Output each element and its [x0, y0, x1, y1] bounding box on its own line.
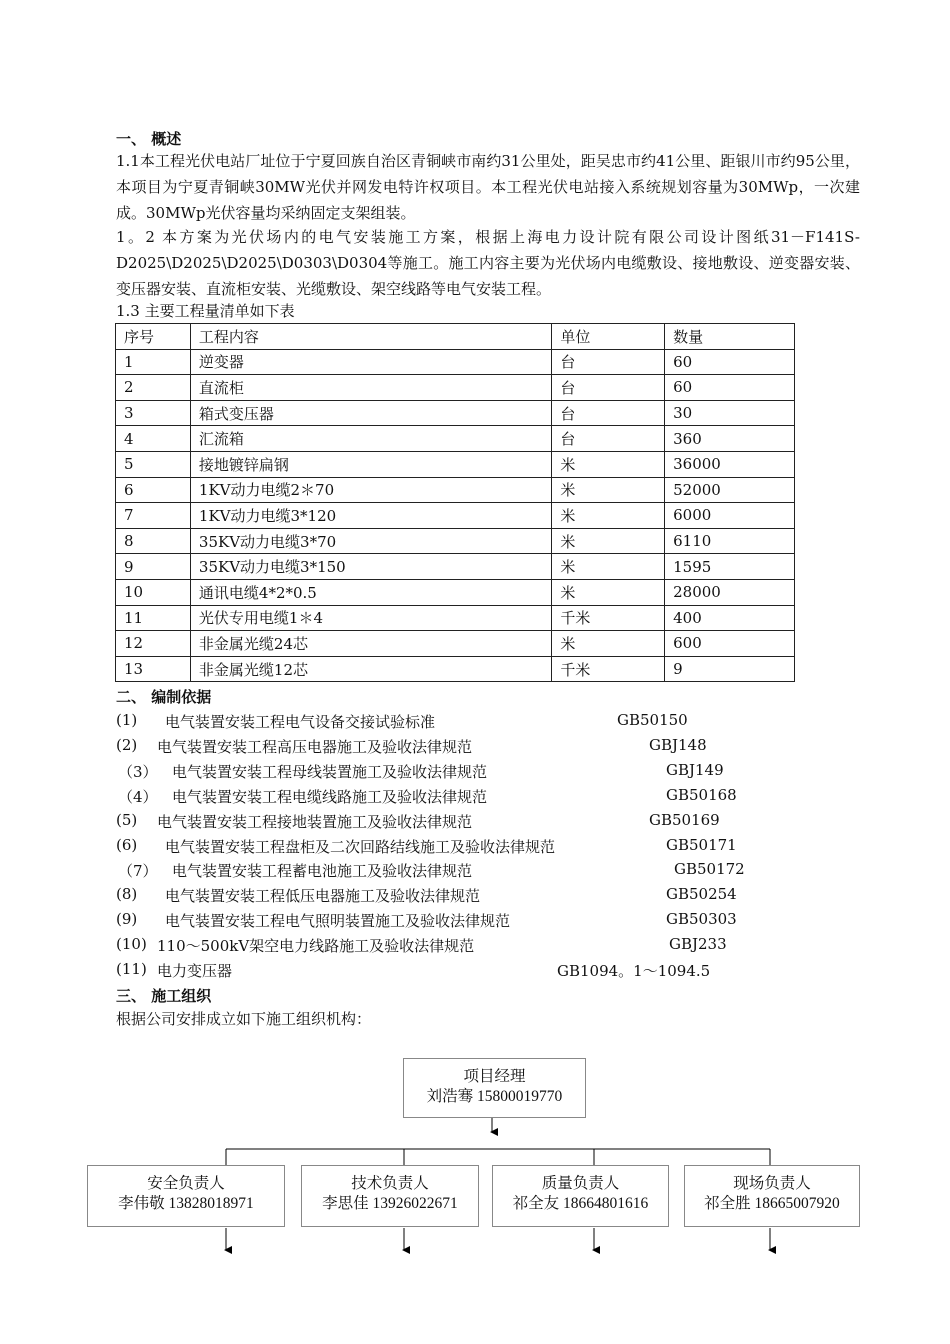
cell-unit: 台	[552, 349, 665, 375]
org-box-site-lead	[684, 1165, 860, 1227]
cell-index: 8	[116, 528, 191, 554]
org-role: 项目经理	[463, 1068, 526, 1085]
reference-code: GBJ148	[649, 735, 707, 754]
cell-index: 6	[116, 477, 191, 503]
cell-content: 逆变器	[190, 349, 551, 375]
cell-quantity: 28000	[665, 579, 795, 605]
cell-content: 非金属光缆12芯	[190, 656, 551, 682]
org-box-project-manager	[403, 1058, 586, 1118]
reference-title: 电气装置安装工程低压电器施工及验收法律规范	[165, 887, 481, 906]
cell-content: 非金属光缆24芯	[190, 631, 551, 657]
org-role: 现场负责人	[733, 1175, 811, 1192]
cell-index: 11	[116, 605, 191, 631]
cell-unit: 米	[552, 451, 665, 477]
cell-content: 35KV动力电缆3*70	[190, 528, 551, 554]
reference-title: 电气装置安装工程蓄电池施工及验收法律规范	[172, 862, 473, 881]
org-role: 安全负责人	[147, 1175, 225, 1192]
org-role: 质量负责人	[541, 1175, 620, 1192]
reference-code: GB50172	[674, 860, 745, 879]
reference-num: (9)	[116, 910, 138, 929]
cell-index: 1	[116, 349, 191, 375]
org-person: 李伟敬 13828018971	[118, 1195, 254, 1212]
cell-unit: 米	[552, 554, 665, 580]
reference-num: （7）	[118, 862, 158, 881]
cell-quantity: 1595	[665, 554, 795, 580]
cell-quantity: 60	[665, 349, 795, 375]
cell-index: 2	[116, 375, 191, 401]
cell-quantity: 60	[665, 375, 795, 401]
reference-num: (8)	[116, 885, 138, 904]
cell-index: 12	[116, 631, 191, 657]
reference-num: (6)	[116, 835, 138, 854]
reference-code: GB50168	[666, 785, 737, 804]
reference-num: （4）	[118, 787, 158, 806]
cell-unit: 千米	[552, 605, 665, 631]
section-heading-basis: 二、 编制依据	[116, 688, 212, 706]
cell-quantity: 6110	[665, 528, 795, 554]
reference-num: (2)	[116, 735, 138, 754]
org-person: 祁全胜 18665007920	[704, 1195, 840, 1212]
cell-quantity: 6000	[665, 503, 795, 529]
paragraph-1-1: 1.1本工程光伏电站厂址位于宁夏回族自治区青铜峡市南约31公里处，距吴忠市约41公里、距银川市约95公里，本项目为宁夏青铜峡30MW光伏并网发电特许权项目。本工程光伏电站接入系统规划容量为30MWp，一次建成。30MWp光伏容量均采纳固定支架组装。	[116, 152, 860, 222]
cell-content: 1KV动力电缆2＊70	[190, 477, 551, 503]
reference-title: 电力变压器	[157, 962, 233, 980]
organization-intro: 根据公司安排成立如下施工组织机构：	[116, 1010, 372, 1028]
reference-title: 电气装置安装工程母线装置施工及验收法律规范	[172, 762, 488, 781]
reference-title: 电气装置安装工程电缆线路施工及验收法律规范	[172, 787, 488, 806]
cell-content: 光伏专用电缆1＊4	[190, 605, 551, 631]
reference-title: 电气装置安装工程电气设备交接试验标准	[165, 713, 436, 731]
cell-unit: 台	[552, 400, 665, 426]
org-person: 李思佳 13926022671	[322, 1195, 458, 1212]
cell-unit: 台	[552, 426, 665, 452]
org-person: 祁全友 18664801616	[512, 1195, 649, 1212]
cell-index: 13	[116, 656, 191, 682]
org-role: 技术负责人	[351, 1175, 429, 1192]
org-box-safety-lead	[87, 1165, 285, 1227]
cell-unit: 米	[552, 631, 665, 657]
header-cell-index: 序号	[116, 324, 191, 350]
reference-title: 电气装置安装工程接地装置施工及验收法律规范	[157, 812, 473, 831]
section-heading-overview: 一、 概述	[116, 130, 182, 148]
cell-content: 通讯电缆4*2*0.5	[190, 579, 551, 605]
cell-unit: 米	[552, 477, 665, 503]
cell-content: 35KV动力电缆3*150	[190, 554, 551, 580]
reference-num: (1)	[116, 711, 138, 729]
reference-title: 电气装置安装工程盘柜及二次回路结线施工及验收法律规范	[165, 837, 556, 856]
cell-unit: 千米	[552, 656, 665, 682]
cell-unit: 台	[552, 375, 665, 401]
cell-content: 接地镀锌扁钢	[190, 451, 551, 477]
cell-unit: 米	[552, 503, 665, 529]
header-cell-content: 工程内容	[190, 324, 551, 350]
reference-title: 110～500kV架空电力线路施工及验收法律规范	[157, 937, 475, 956]
reference-num: （3）	[118, 762, 158, 781]
reference-title: 电气装置安装工程高压电器施工及验收法律规范	[157, 737, 473, 756]
cell-index: 9	[116, 554, 191, 580]
reference-code: GB50254	[666, 885, 737, 904]
paragraph-1-2: 1。2 本方案为光伏场内的电气安装施工方案，根据上海电力设计院有限公司设计图纸31－F141S-D2025\D2025\D2025\D0303\D0304等施工。施工内容主要为光伏场内电缆敷设、接地敷设、逆变器安装、变压器安装、直流柜安装、光缆敷设、架空线路等电气安装工程。	[116, 228, 860, 298]
reference-code: GBJ233	[669, 935, 727, 954]
cell-index: 5	[116, 451, 191, 477]
cell-unit: 米	[552, 528, 665, 554]
paragraph-1-3: 1.3 主要工程量清单如下表	[116, 302, 295, 320]
reference-code: GB50303	[666, 910, 737, 929]
cell-quantity: 52000	[665, 477, 795, 503]
cell-content: 1KV动力电缆3*120	[190, 503, 551, 529]
cell-index: 10	[116, 579, 191, 605]
reference-title: 电气装置安装工程电气照明装置施工及验收法律规范	[165, 912, 511, 931]
org-box-technical-lead	[301, 1165, 479, 1227]
cell-quantity: 360	[665, 426, 795, 452]
cell-quantity: 600	[665, 631, 795, 657]
cell-unit: 米	[552, 579, 665, 605]
section-heading-organization: 三、 施工组织	[116, 987, 212, 1005]
reference-code: GB1094。1～1094.5	[557, 962, 711, 980]
header-cell-quantity: 数量	[665, 324, 795, 350]
header-cell-unit: 单位	[552, 324, 665, 350]
reference-code: GB50171	[666, 835, 737, 854]
reference-code: GBJ149	[666, 760, 724, 779]
org-box-quality-lead	[492, 1165, 669, 1227]
cell-quantity: 30	[665, 400, 795, 426]
cell-index: 4	[116, 426, 191, 452]
cell-content: 汇流箱	[190, 426, 551, 452]
cell-index: 3	[116, 400, 191, 426]
cell-index: 7	[116, 503, 191, 529]
cell-quantity: 36000	[665, 451, 795, 477]
reference-num: (10)	[116, 935, 147, 954]
cell-content: 直流柜	[190, 375, 551, 401]
cell-content: 箱式变压器	[190, 400, 551, 426]
cell-quantity: 9	[665, 656, 795, 682]
cell-quantity: 400	[665, 605, 795, 631]
reference-code: GB50169	[649, 810, 720, 829]
reference-num: (11)	[116, 960, 147, 978]
reference-code: GB50150	[617, 711, 688, 729]
org-person: 刘浩骞 15800019770	[426, 1088, 563, 1105]
reference-num: (5)	[116, 810, 138, 829]
